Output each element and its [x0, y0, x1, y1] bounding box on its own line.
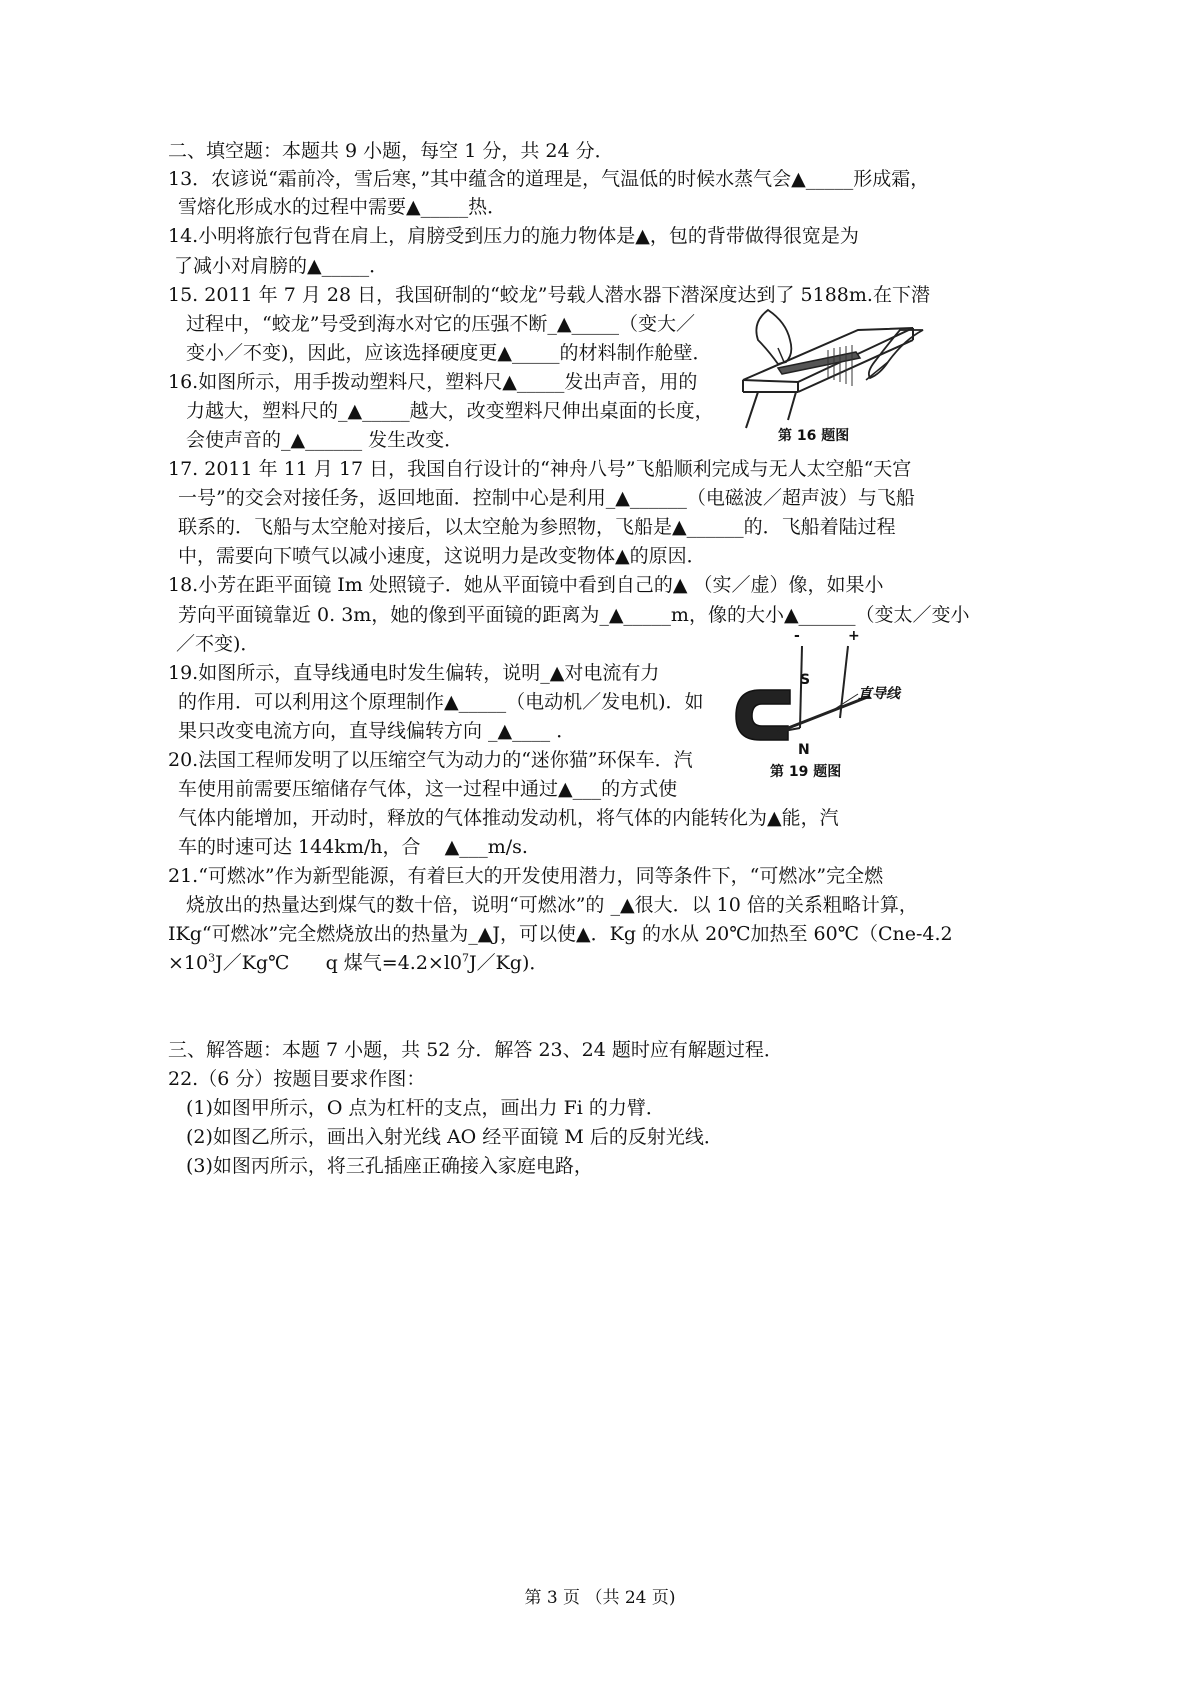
- q21-unit-part3: J／Kg)．: [469, 952, 549, 974]
- q21-exponent-2: 7: [462, 951, 469, 965]
- page-footer: 第 3 页 （共 24 页): [524, 1588, 676, 1608]
- figure-16: [738, 300, 928, 450]
- question-22-part-1: (1)如图甲所示，O 点为杠杆的支点，画出力 Fi 的力臂．: [186, 1097, 665, 1119]
- magnet-and-wire-illustration: [730, 628, 930, 783]
- q21-unit-part2: J／Kg℃ q 煤气=4.2×l0: [215, 952, 462, 974]
- figure-19: [730, 628, 930, 783]
- south-pole-label: S: [800, 672, 811, 688]
- question-22: 22.（6 分）按题目要求作图：: [168, 1068, 426, 1090]
- figure-19-caption: 第 19 题图: [770, 764, 842, 780]
- section-2-heading: 二、填空题：本题共 9 小题，每空 1 分，共 24 分．: [168, 140, 614, 162]
- polarity-plus-label: +: [848, 628, 860, 644]
- question-22-part-3: (3)如图丙所示，将三孔插座正确接入家庭电路，: [186, 1155, 593, 1177]
- question-22-part-2: (2)如图乙所示，画出入射光线 AO 经平面镜 M 后的反射光线．: [186, 1126, 723, 1148]
- q21-exponent-1: 3: [208, 951, 216, 965]
- wire-label: 直导线: [858, 686, 900, 702]
- polarity-minus-label: -: [794, 628, 800, 644]
- q21-unit-part1: ×10: [168, 952, 209, 974]
- section-3-heading: 三、解答题：本题 7 小题，共 52 分．解答 23、24 题时应有解题过程．: [168, 1039, 783, 1061]
- north-pole-label: N: [798, 742, 810, 758]
- figure-16-caption: 第 16 题图: [778, 428, 850, 444]
